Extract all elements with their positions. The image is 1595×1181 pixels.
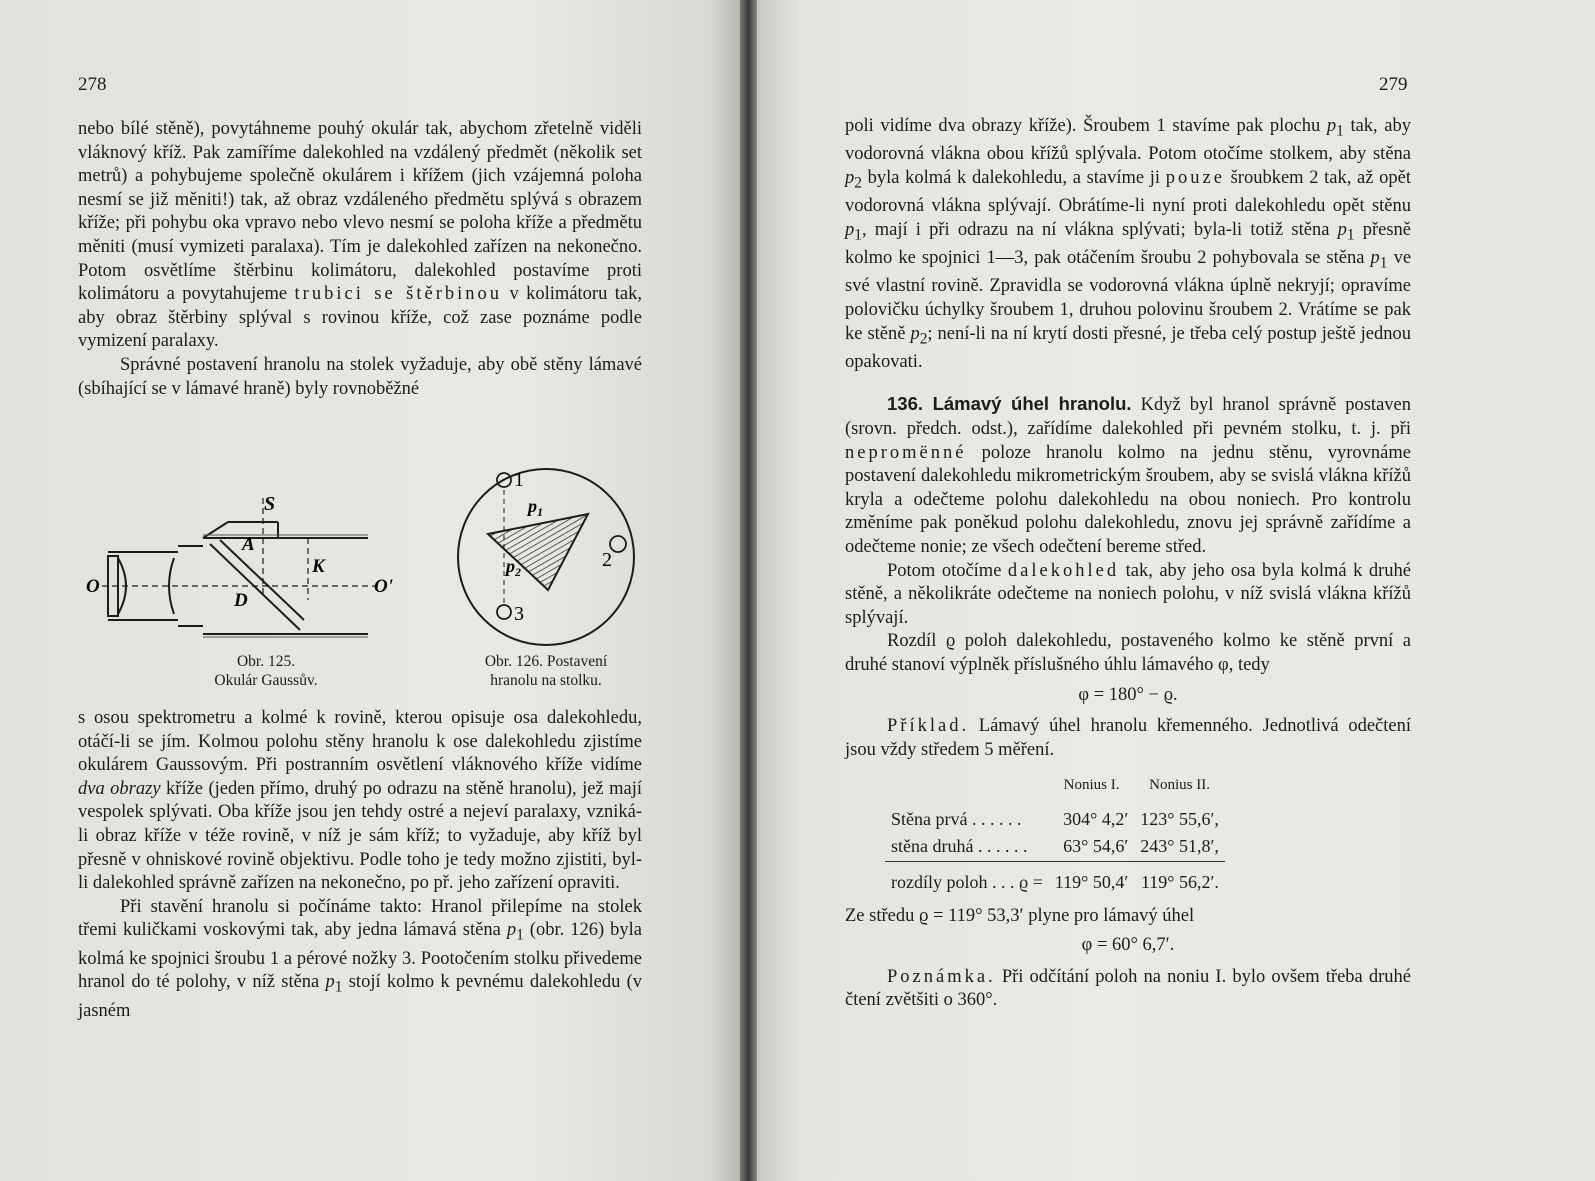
label-p1: $p_1$ <box>528 496 543 519</box>
label-p2: $p_2$ <box>506 556 521 579</box>
paragraph: Ze středu ϱ = 119° 53,3′ plyne pro lámavý úhel <box>845 905 1195 926</box>
table-row: Stěna prvá . . . . . . 304° 4,2′ 123° 55,6′, <box>891 808 1219 829</box>
section-heading: 136. Lámavý úhel hranolu. <box>887 393 1132 415</box>
left-page <box>0 0 740 1181</box>
page-number: 278 <box>78 74 107 95</box>
label-A: A <box>242 534 255 555</box>
label-O-prime: O' <box>374 576 393 597</box>
figure-125-gauss-eyepiece <box>78 488 398 638</box>
text-block-bottom <box>78 707 642 1023</box>
example-paragraph: Příklad. Lámavý úhel hranolu křemenného. Jednotlivá odečtení jsou vždy středem 5 měření. <box>845 716 1411 760</box>
text-block-right <box>845 115 1411 1013</box>
figure-125-caption: Obr. 125. Okulár Gaussův. <box>214 653 318 689</box>
paragraph: poli vidíme dva obrazy kříže). Šroubem 1 stavíme pak plochu $p_1$ tak, aby vodorovná vlákna obou křížů splývala. Potom otočíme stolkem, aby stěna $p_2$ byla kolmá k dalekohledu, a stavíme ji pouze šroubkem 2 tak, až opět vodorovná vlákna splývají. Obrátíme-li nyní proti dalekohledu opět stěnu $p_1$, mají i při odrazu na ní vlákna splývati; byla-li totiž stěna $p_1$ přesně kolmo ke spojnici 1—3, pak otáčením šroubu 2 pohybovala se stěna $p_1$ ve své vlastní rovině. Zpravidla se vodorovná vlákna úplně nekryjí; opravíme polovičku úchylky šroubem 1, druhou polovinu šroubem 2. Vrátíme se pak ke stěně $p_2$; není-li na ní krytí dosti přesné, je třeba celý postup ještě jednou opakovati. <box>845 116 1412 372</box>
paragraph: Potom otočíme dalekohled tak, aby jeho osa byla kolmá k druhé stěně, a několikráte odečteme na noniech polohu, v níž svislá vlákna křížů splývají. <box>845 560 1411 628</box>
label-D: D <box>234 590 248 611</box>
label-foot-3: 3 <box>514 603 524 625</box>
table-header-row: Nonius I. Nonius II. <box>1063 777 1210 794</box>
paragraph: Správné postavení hranolu na stolek vyžaduje, aby obě stěny lámavé (sbíhající se v lámavé hraně) byly rovnoběžné <box>78 354 642 399</box>
paragraph: nebo bílé stěně), povytáhneme pouhý okulár tak, abychom zřetelně viděli vláknový kříž. Pak zamíříme dalekohled na vzdálený předmět (několik set metrů) a pohybujeme společně okulárem i křížem (jich vzájemná poloha nesmí se již měniti!) tak, až obraz vzdáleného předmětu splývá s obrazem kříže; při pohybu oka vpravo nebo vlevo nesmí se poloha kříže a předmětu měniti (musí vymizeti paralaxa). Tím je dalekohled zařízen na nekonečno. Potom osvětlíme štěrbinu kolimátoru, dalekohled postavíme proti kolimátoru a povytahujeme trubici se štěrbinou v kolimátoru tak, aby obraz štěrbiny splýval s rovinou kříže, což zase poznáme podle vymizení paralaxy. <box>78 119 643 352</box>
figure-126-prism-on-table <box>448 462 648 652</box>
table-row: stěna druhá . . . . . . 63° 54,6′ 243° 51,8′, <box>891 836 1219 857</box>
label-O: O <box>86 576 100 597</box>
formula-phi: φ = 180° − ϱ. <box>1078 684 1178 705</box>
right-page <box>757 0 1595 1181</box>
paragraph: Rozdíl ϱ poloh dalekohledu, postaveného kolmo ke stěně první a druhé stanoví výplněk příslušného úhlu lámavého φ, tedy <box>845 631 1411 675</box>
text-block-top <box>78 118 642 401</box>
label-K: K <box>312 556 325 577</box>
label-S: S <box>264 493 276 515</box>
paragraph: s osou spektrometru a kolmé k rovině, kterou opisuje osa dalekohledu, otáčí-li se jím. Kolmou polohu stěny hranolu k ose dalekohledu zjistíme okulárem Gaussovým. Při postranním osvětlení vláknového kříže vidíme dva obrazy kříže (jeden přímo, druhý po odrazu na stěně hranolu), jež mají vespolek splývati. Oba kříže jsou jen tehdy ostré a nejeví paralaxy, vzniká-li obraz kříže v téže rovině, v níž je sám kříž; to vyžaduje, aby kříž byl přesně v ohniskové rovině objektivu. Podle toho je tedy možno zjistiti, byl-li dalekohled správně zařízen na nekonečno, po př. jeho zařízení opraviti. <box>78 708 643 894</box>
nonius-table <box>885 772 1225 896</box>
book-gutter <box>740 0 757 1181</box>
label-screw-1: 1 <box>514 469 524 491</box>
page-number: 279 <box>1379 74 1408 95</box>
paragraph: Při stavění hranolu si počínáme takto: Hranol přilepíme na stolek třemi kuličkami voskovými tak, aby jedna lámavá stěna $p_1$ (obr. 126) byla kolmá ke spojnici šroubu 1 a pérové nožky 3. Pootočením stolku přivedeme hranol do té polohy, v níž stěna $p_1$ stojí kolmo k pevnému dalekohledu (v jasném <box>78 896 643 1021</box>
formula-phi-result: φ = 60° 6,7′. <box>1081 935 1175 956</box>
table-sum-row: rozdíly poloh . . . ϱ = 119° 50,4′ 119° 56,2′. <box>885 862 1225 897</box>
note-paragraph: Poznámka. Při odčítání poloh na noniu I. bylo ovšem třeba druhé čtení zvětšiti o 360°. <box>845 966 1412 1011</box>
label-screw-2: 2 <box>602 549 612 571</box>
section-136: 136. Lámavý úhel hranolu. Když byl hranol správně postaven (srovn. předch. odst.), zařídíme dalekohled při pevném stolku, t. j. při nepromënné poloze hranolu kolmo na jednu stěnu, vyrovnáme postavení dalekohledu mikrometrickým šroubem, aby se svislá vlákna křížů kryla a odečteme polohu dalekohledu na obou noniech. Pro kontrolu změníme pak poněkud polohu dalekohledu, znovu jej správně zařídíme a odečteme nonie; ze všech odečtení bereme střed. <box>845 393 1411 557</box>
figure-126-caption: Obr. 126. Postavení hranolu na stolku. <box>484 653 608 689</box>
